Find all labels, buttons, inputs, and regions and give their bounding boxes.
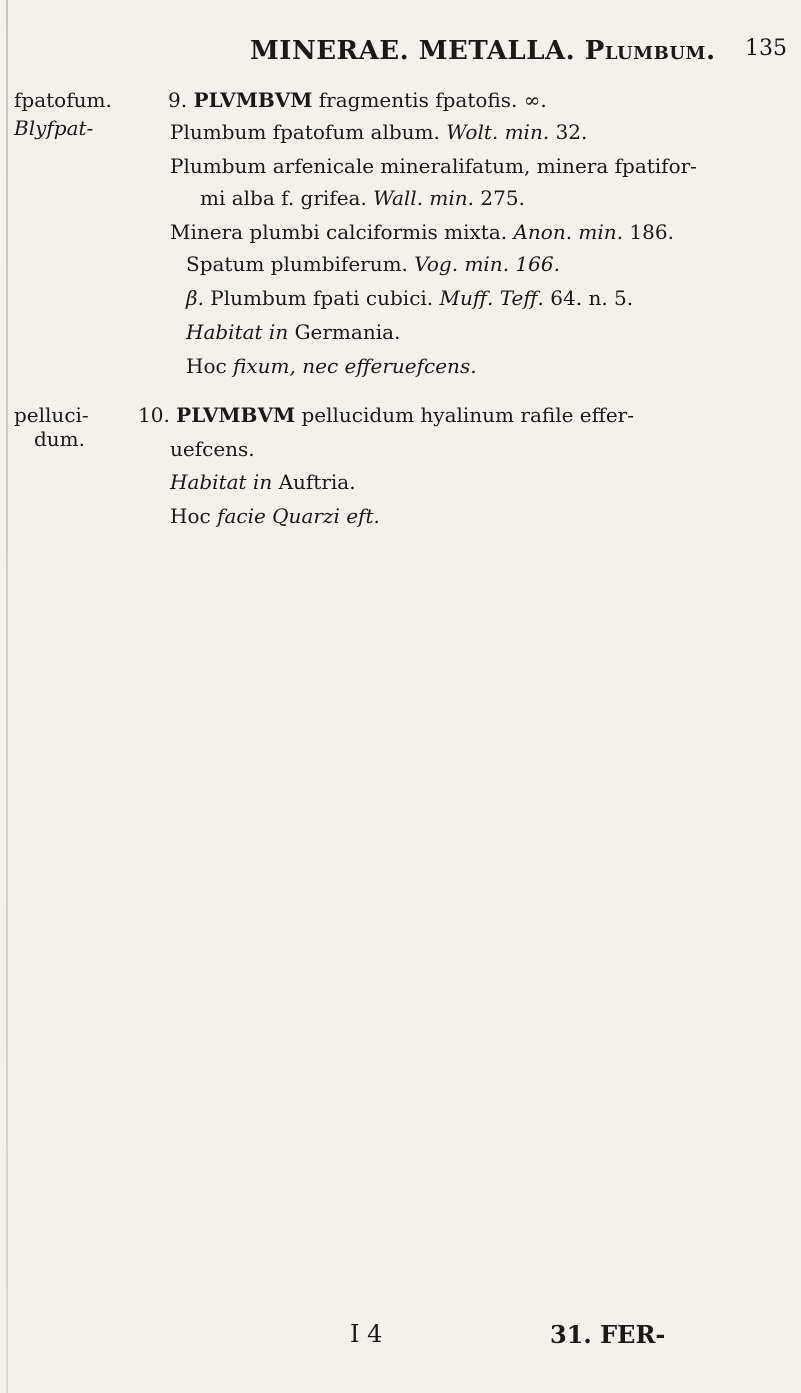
synonym-text: Minera plumbi calciformis mixta.	[170, 220, 508, 244]
margin-note-line: fpatofum.	[14, 88, 112, 112]
synonym-page: 32.	[555, 120, 588, 144]
entry-10-heading	[138, 403, 634, 427]
synonym-text: Plumbum arfenicale mineralifatum, minera fpatifor-	[170, 154, 697, 178]
synonym-text: Spatum plumbiferum.	[186, 252, 408, 276]
note-italic: fixum, nec efferuefcens.	[233, 354, 477, 378]
habitat-place: Germania.	[294, 320, 401, 344]
synonym-reference: Wall. min.	[373, 186, 475, 210]
synonym-line	[170, 120, 587, 144]
entry-keyword: PLVMBVM	[176, 403, 296, 427]
synonym-page: 275.	[480, 186, 525, 210]
margin-note-line: pelluci-	[14, 403, 89, 427]
variety-marker: β.	[186, 286, 204, 310]
running-head: MINERAE. METALLA. Plumbum.	[250, 36, 716, 66]
continuation-line	[170, 437, 255, 461]
synonym-reference: Wolt. min.	[446, 120, 550, 144]
entry-number: 10.	[138, 403, 170, 427]
page-edge	[6, 0, 8, 1393]
synonym-page: 166.	[515, 252, 560, 276]
synonym-text: Plumbum fpatofum album.	[170, 120, 440, 144]
note-line	[170, 504, 380, 528]
note-text: Hoc	[186, 354, 227, 378]
synonym-line	[186, 252, 560, 276]
margin-note-line: dum.	[34, 427, 86, 451]
note-text: Hoc	[170, 504, 211, 528]
habitat-line	[186, 320, 400, 344]
habitat-label: Habitat in	[186, 320, 289, 344]
synonym-line	[170, 154, 697, 178]
signature-mark: I 4	[350, 1320, 383, 1348]
entry-description: pellucidum hyalinum rafile effer-	[301, 403, 634, 427]
continuation-text: uefcens.	[170, 437, 255, 461]
habitat-label: Habitat in	[170, 470, 273, 494]
synonym-reference: Anon. min.	[513, 220, 624, 244]
synonym-reference: Muff. Teff.	[439, 286, 544, 310]
entry-9-heading	[168, 88, 547, 112]
synonym-reference: Vog. min.	[414, 252, 510, 276]
synonym-line	[200, 186, 525, 210]
margin-note-pellucidum	[14, 403, 89, 451]
synonym-text: mi alba f. grifea.	[200, 186, 367, 210]
synonym-text: Plumbum fpati cubici.	[210, 286, 434, 310]
entry-description: fragmentis fpatofis. ∞.	[318, 88, 547, 112]
variety-line	[186, 286, 633, 310]
note-italic: facie Quarzi eft.	[217, 504, 380, 528]
entry-keyword: PLVMBVM	[193, 88, 313, 112]
page-number: 135	[745, 36, 787, 61]
entry-number: 9.	[168, 88, 188, 112]
synonym-page: 64. n. 5.	[550, 286, 634, 310]
synonym-line	[170, 220, 674, 244]
habitat-line	[170, 470, 356, 494]
catchword: 31. FER-	[550, 1320, 666, 1349]
note-line	[186, 354, 477, 378]
habitat-place: Auftria.	[278, 470, 356, 494]
synonym-page: 186.	[629, 220, 674, 244]
margin-note-spatosum	[14, 88, 112, 140]
margin-note-line: Blyfpat-	[14, 116, 94, 140]
